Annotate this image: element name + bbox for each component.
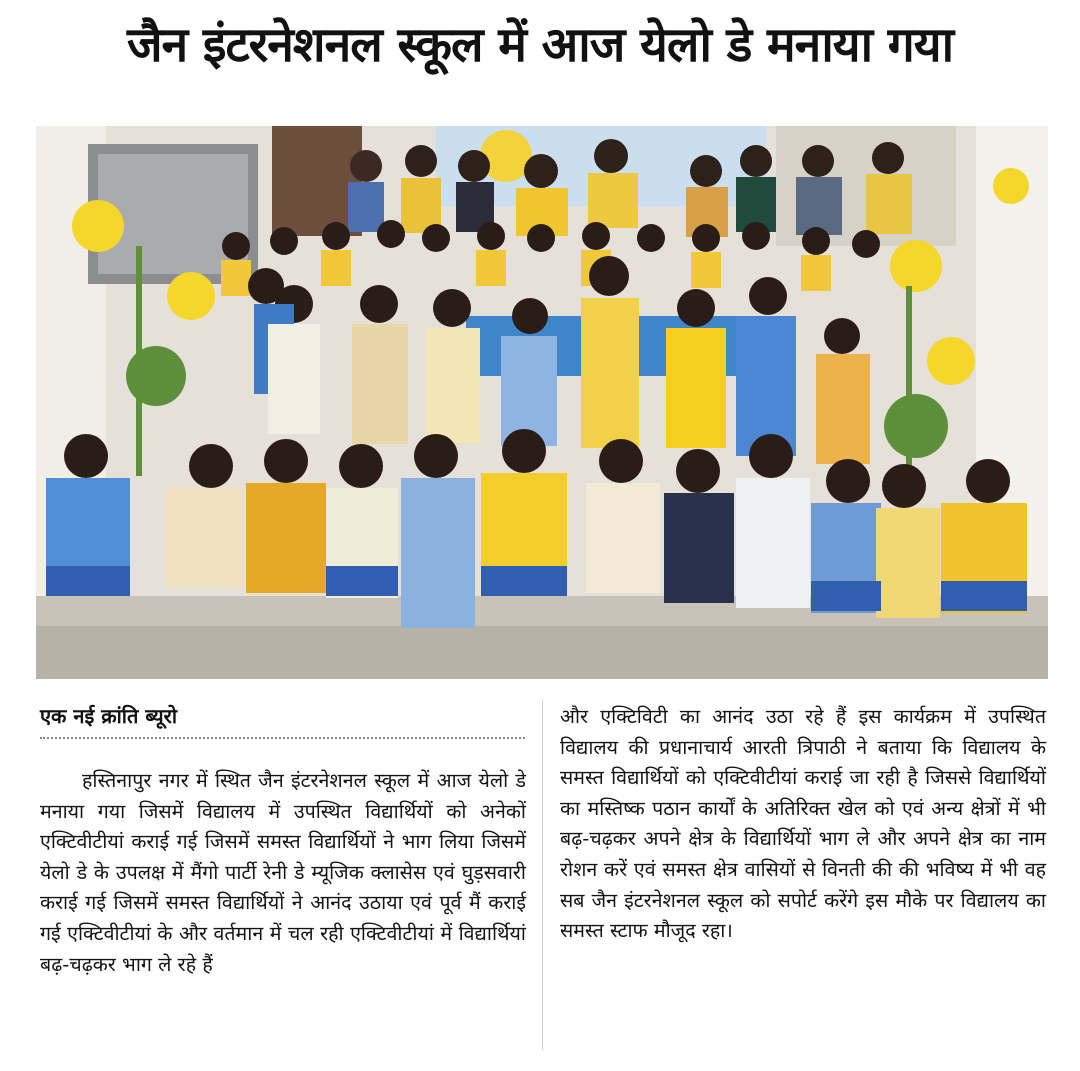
byline: एक नई क्रांति ब्यूरो [40, 702, 525, 739]
column-divider [542, 700, 543, 1050]
article-body-left-column: हस्तिनापुर नगर में स्थित जैन इंटरनेशनल स्कूल में आज येलो डे मनाया गया जिसमें विद्यालय में उपस्थित विद्यार्थियों को अनेकों एक्टिवीटीयां कराई गई जिसमें समस्त विद्यार्थियों ने भाग लिया जिसमें येलो डे के उपलक्ष में मैंगो पार्टी रेनी डे म्यूजिक क्लासेस एवं घुड़सवारी कराई गई जिसमें समस्त विद्यार्थियों ने आनंद उठाया एवं पूर्व मैं कराई गई एक्टिवीटीयां के और वर्तमान में चल रही एक्टिवीटीयां में विद्यार्थियां बढ़-चढ़कर भाग ले रहे हैं [40, 769, 526, 976]
headline: जैन इंटरनेशनल स्कूल में आज येलो डे मनाया गया [126, 17, 954, 73]
group-photo-image [36, 126, 1048, 679]
group-photo [36, 126, 1048, 679]
article-body-right-column: और एक्टिविटी का आनंद उठा रहे हैं इस कार्यक्रम में उपस्थित विद्यालय की प्रधानाचार्य आरती त्रिपाठी ने बताया कि विद्यालय के समस्त विद्यार्थियों को एक्टिवीटीयां कराई जा रही है जिससे विद्यार्थियों का मस्तिष्क पठान कार्यों के अतिरिक्त खेल को एवं अन्य क्षेत्रों में भी बढ़-चढ़कर अपने क्षेत्र के विद्यार्थियों भाग ले और अपने क्षेत्र का नाम रोशन करें एवं समस्त क्षेत्र वासियों से विनती की की भविष्य में भी वह सब जैन इंटरनेशनल स्कूल को सपोर्ट करेंगे इस मौके पर विद्यालय का समस्त स्टाफ मौजूद रहा। [560, 705, 1046, 943]
